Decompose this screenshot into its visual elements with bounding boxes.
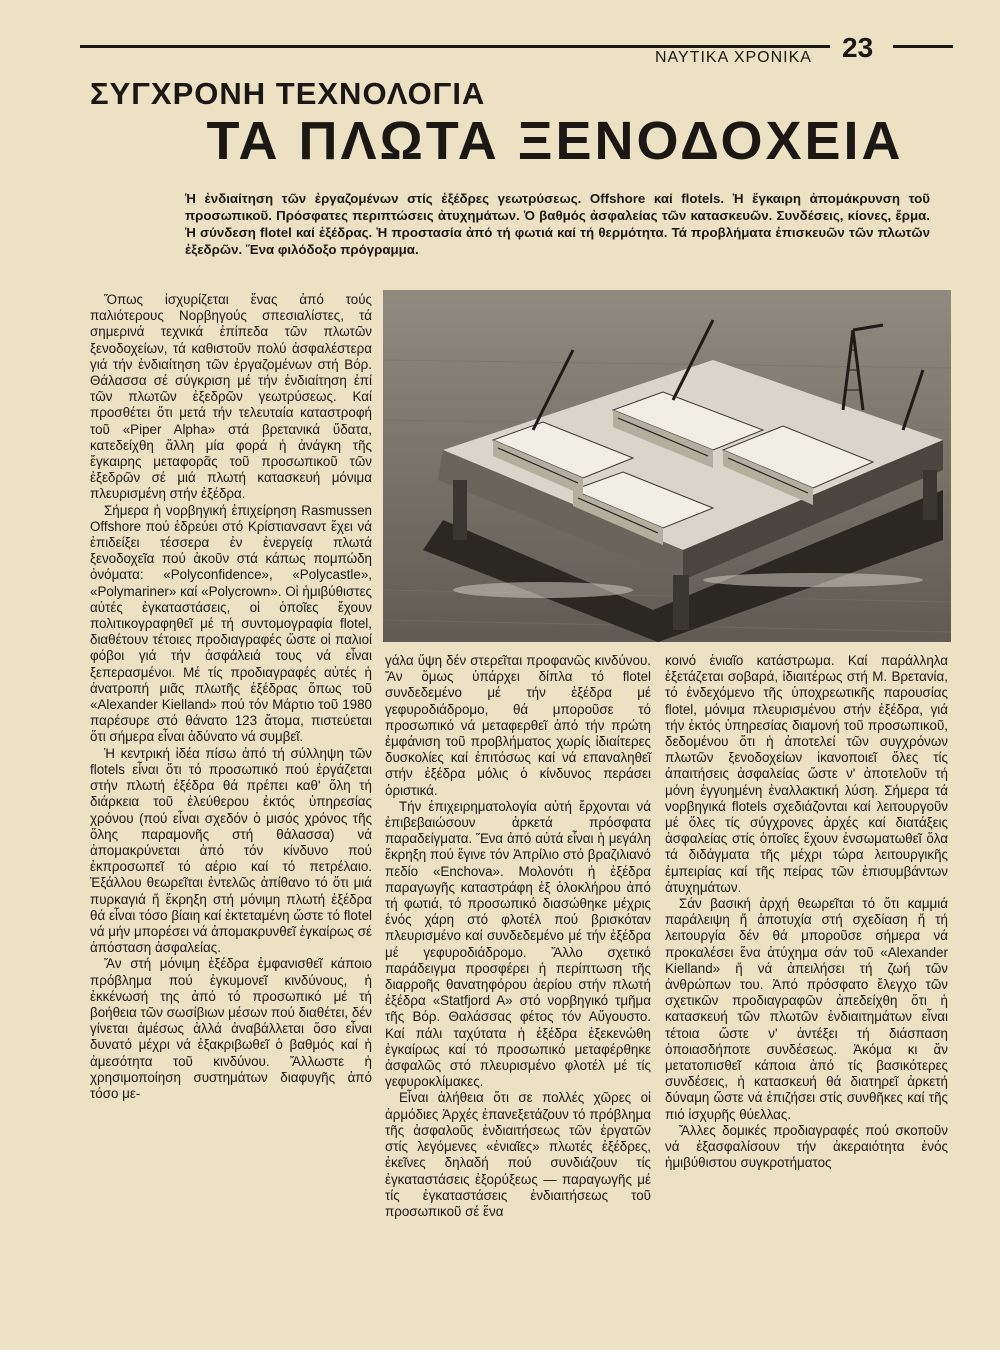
page-number: 23 — [842, 32, 874, 63]
platform-photo-graphic — [383, 290, 951, 642]
paragraph: Σάν βασική ἀρχή θεωρεῖται τό ὅτι καμμιά παράλειψη ἤ ἀποτυχία στή σχεδίαση ἤ τή λειτουργία δέν θά μποροῦσε σήμερα νά προκαλέσει ἕνα ἀτύχημα σάν τοῦ «Alexander Kielland» ἤ νά ἀπειλήσει τή ζωή τῶν ἀνθρώπων του. Ἀπό πρόσφατο ἔλεγχο τῶν σχετικῶν προδιαγραφῶν ἀπεδείχθη ὅτι ἡ κατασκευή τῶν πλωτῶν ἐνδιαιτημάτων εἶναι τέτοια ὥστε ν' ἀντέξει τή διάσπαση ὁποιασδήποτε συνδέσεως. Ἀκόμα κι ἄν μετατοπισθεῖ κάποια ἀπό τίς βασικότερες συνδέσεις, ἡ κατασκευή θά διατηρεῖ ἀρκετή δύναμη ὥστε νά ἐπιζήσει στίς συνθῆκες καί τῆς πιό ἰσχυρῆς θύελλας. — [665, 896, 948, 1122]
paragraph: κοινό ἑνιαῖο κατάστρωμα. Καί παράλληλα ἐξετάζεται σοβαρά, ἰδιαιτέρως στή Μ. Βρετανία, τό ἐνδεχόμενο τῆς ὑποχρεωτικῆς παρουσίας flotel, μόνιμα πλευρισμένου στήν ἐξέδρα, γιά τήν ἐκτός ὑπηρεσίας διαμονή τοῦ προσωπικοῦ, δεδομένου ὅτι ἡ ἀποτελεί τῶν συγχρόνων πλωτῶν ξενοδοχείων ἱκανοποιεῖ ὅλες τίς ἀπαιτήσεις ἀσφαλείας ὥστε ν' ἀποτελοῦν τή μόνη ἐγγυημένη ἐναλλακτική λύση. Σήμερα τά νορβηγικά flotels σχεδιάζονται καί λειτουργοῦν μέ ὅλες τίς σύγχρονες ἀρχές καί διατάξεις ἀσφαλείας στίς ὁποῖες ἔχουν ἐνσωματωθεῖ ὅλα τά διδάγματα τῆς μέχρι τώρα λειτουργικῆς ἐμπειρίας καί τῆς πείρας τῶν ἐπισυμβάντων ἀτυχημάτων. — [665, 653, 948, 895]
magazine-name: ΝΑΥΤΙΚΑ ΧΡΟΝΙΚΑ — [655, 49, 812, 66]
text-column-middle — [385, 653, 651, 1220]
text-column-right — [665, 653, 948, 1172]
header-rule-right — [893, 45, 953, 48]
paragraph: Σήμερα ἡ νορβηγική ἐπιχείρηση Rasmussen Offshore πού ἑδρεύει στό Κρίστιανσαντ ἔχει νά ἐπιδείξει τέσσερα ἐν ἐνεργείᾳ πλωτά ξενοδοχεῖα πού ἀκοῦν στά κάπως πομπώδη ὀνόματα: «Polyconfidence», «Polycastle», «Polymariner» καί «Polycrown». Οἱ ἡμιβύθιστες αὐτές ἐγκαταστάσεις, οἱ ὁποῖες ἔχουν πολιτικογραφηθεῖ μέ τή συντομογραφία flotel, διαθέτουν τέτοιες προδιαγραφές ὥστε οἱ παλιοί φόβοι γιά τήν ἀσφάλειά τους νά εἶναι ξεπερασμένοι. Μέ τίς προδιαγραφές αὐτές ἡ ἀνατροπή μιᾶς πλωτῆς ἐξέδρας ὅπως τοῦ «Alexander Kielland» πού τόν Μάρτιο τοῦ 1980 παρέσυρε στό θάνατο 123 ἄτομα, πιστεύεται ὅτι σήμερα εἶναι ἀδύνατο νά συμβεῖ. — [90, 502, 372, 745]
lead-paragraph: Ἡ ἐνδιαίτηση τῶν ἐργαζομένων στίς ἐξέδρες γεωτρύσεως. Offshore καί flotels. Ἡ ἔγκαιρη ἀπομάκρυνση τοῦ προσωπικοῦ. Πρόσφατες περιπτώσεις ἀτυχημάτων. Ὁ βαθμός ἀσφαλείας τῶν κατασκευῶν. Συνδέσεις, κίονες, ἔρμα. Ἡ σύνδεση flotel καί ἐξέδρας. Ἡ προστασία ἀπό τή φωτιά καί τή θερμότητα. Τά προβλήματα ἐπισκευῶν τῶν πλωτῶν ἐξεδρῶν. Ἕνα φιλόδοξο πρόγραμμα. — [185, 191, 930, 257]
paragraph: Ἄν στή μόνιμη ἐξέδρα ἐμφανισθεῖ κάποιο πρόβλημα πού ἐγκυμονεῖ κινδύνους, ἡ ἐκκένωσή της ἀπό τό προσωπικό μέ τή βοήθεια τῶν σωσίβιων μέσων πού διαθέτει, δέν γίνεται ἀμέσως ἀλλά ἀναβάλλεται ὅσο εἶναι δυνατό μέχρι νά ἐξακριβωθεῖ ὁ βαθμός καί ἡ ἀμεσότητα τοῦ κινδύνου. Ἄλλωστε ἡ χρησιμοποίηση συστημάτων διαφυγῆς ἀπό τόσο με- — [90, 956, 372, 1101]
paragraph: Ὅπως ἰσχυρίζεται ἕνας ἀπό τούς παλιότερους Νορβηγούς σπεσιαλίστες, τά σημερινά τεχνικά ἐπίπεδα τῶν πλωτῶν ξενοδοχείων, τά καθιστοῦν πολύ ἀσφαλέστερα γιά τήν ἐνδιαίτηση τῶν ἐργαζομένων στή Βόρ. Θάλασσα σέ σύγκριση μέ τήν ἐνδιαίτηση ἐπί τῶν πλωτῶν ἐξεδρῶν γεωτρύσεως. Καί προσθέτει ὅτι μετά τήν τελευταία καταστροφή τοῦ «Piper Alpha» στά βρετανικά ὕδατα, κατεδείχθη ἄλλη μία φορά ἡ ἀνάγκη τῆς ἔγκαιρης μεταφορᾶς τοῦ προσωπικοῦ τῶν ἐξεδρῶν σέ μιά πλωτή κατασκευή μόνιμα πλευρισμένη στήν ἐξέδρα. — [90, 292, 372, 502]
paragraph: γάλα ὕψη δέν στερεῖται προφανῶς κινδύνου. Ἄν ὅμως ὑπάρχει δίπλα τό flotel συνδεδεμένο μέ τήν ἐξέδρα μέ γεφυροδιάδρομο, θά μποροῦσε τό προσωπικό νά μεταφερθεῖ ἀπό τήν πρώτη ἐμφάνιση τοῦ προβλήματος χωρίς ἰδιαίτερες δυσκολίες καί ἐπιτόσως καί νά επαναληθεῖ στήν ἐξέδρα μόλις ὁ κίνδυνος περάσει ὁριστικά. — [385, 653, 651, 798]
text-column-left — [90, 292, 372, 1102]
paragraph: Τήν ἐπιχειρηματολογία αὐτή ἔρχονται νά ἐπιβεβαιώσουν ἀρκετά πρόσφατα παραδείγματα. Ἕνα ἀπό αὐτά εἶναι ἡ μεγάλη ἔκρηξη πού ἔγινε τόν Ἀπρίλιο στό βραζιλιανό πεδίο «Enchova». Μολονότι ἡ ἐξέδρα παραγωγῆς καταστράφη ἐξ ὁλοκλήρου ἀπό τή φωτιά, τό προσωπικό διασώθηκε μέχρις ἑνός χάρη στό φλοτέλ πού βρισκόταν πλευρισμένο καί συνδεδεμένο μέ τήν ἐξέδρα μέ γεφυροδιάδρομο. Ἄλλο σχετικό παράδειγμα προσφέρει ἡ περίπτωση τῆς διαρροῆς θανατηφόρου ἀερίου στήν πλωτή ἐξέδρα «Statfjord A» στό νορβηγικό τμῆμα τῆς Βόρ. Θαλάσσας φέτος τόν Αὔγουστο. Καί πάλι ταχύτατα ἡ ἐξέδρα ἐξεκενώθη ἐγκαίρως καί τό προσωπικό μεταφέρθηκε ἀσφαλῶς στό πλευρισμένο φλοτέλ μέ τίς γεφυροκλίμακες. — [385, 798, 651, 1090]
headline: ΤΑ ΠΛΩΤΑ ΞΕΝΟΔΟΧΕΙΑ — [206, 111, 904, 171]
header-rule-left — [80, 45, 830, 48]
paragraph: Εἶναι ἀλήθεια ὅτι σε πολλές χῶρες οἱ ἁρμόδιες Ἀρχές ἐπανεξετάζουν τό πρόβλημα τῆς ἀσφαλοῦς ἐνδιαιτήσεως τῶν ἐργατῶν στίς λεγόμενες «ἑνιαῖες» πλωτές ἐξέδρες, ἐκεῖνες δηλαδή πού συνδιάζουν τίς ἐγκαταστάσεις ἐξορύξεως — παραγωγῆς μέ τίς ἐγκαταστάσεις ἐνδιαιτήσεως τοῦ προσωπικοῦ σέ ἕνα — [385, 1090, 651, 1219]
oil-platform-photo — [383, 290, 951, 642]
paragraph: Ἄλλες δομικές προδιαγραφές πού σκοποῦν νά ἐξασφαλίσουν τήν ἀκεραιότητα ἑνός ἡμιβύθιστου συγκροτήματος — [665, 1122, 948, 1171]
paragraph: Ἡ κεντρική ἰδέα πίσω ἀπό τή σύλληψη τῶν flotels εἶναι ὅτι τό προσωπικό πού ἐργάζεται στήν πλωτή ἐξέδρα θά πρέπει καθ' ὅλη τή διάρκεια τοῦ ἐλεύθερου ἐκτός ὑπηρεσίας χρόνου (πού εἶναι σχεδόν ὁ μισός χρόνος τῆς ὅλης παραμονῆς στή θάλασσα) νά ἀπομακρύνεται ἀπό τόν κίνδυνο πού ἐκπροσωπεῖ τό αέριο καί τό πετρέλαιο. Ἐξάλλου θεωρεῖται ἐντελῶς ἀπίθανο τό ὅτι μιά πυρκαγιά ἤ ἔκρηξη στή μόνιμη πλωτή ἐξέδρα θά εἶναι τόσο βίαιη καί ἐκτεταμένη ὥστε τό flotel νά μήν μπορέσει νά ἀπομακρυνθεῖ ἐγκαίρως σέ ἀπόσταση ἀσφαλείας. — [90, 745, 372, 956]
section-title: ΣΥΓΧΡΟΝΗ ΤΕΧΝΟΛΟΓΙΑ — [90, 76, 486, 111]
